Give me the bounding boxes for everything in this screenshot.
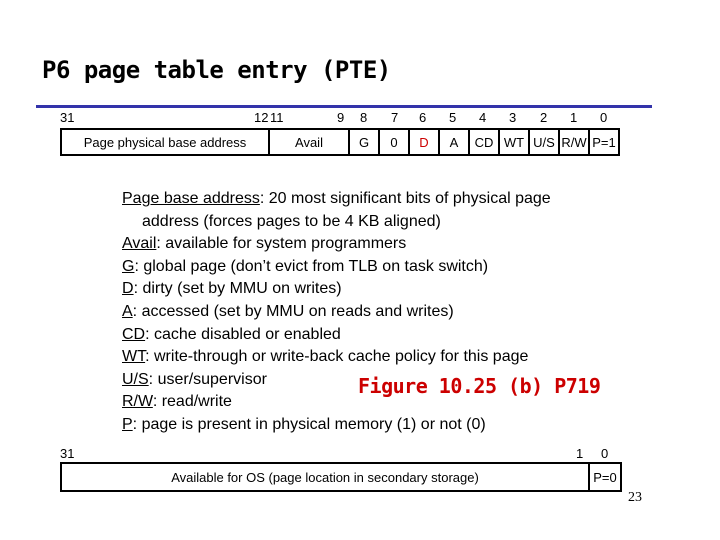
def-dirty: [122, 278, 662, 301]
field-os-available: Available for OS (page location in secondary storage): [61, 463, 589, 491]
def-term: CD: [122, 325, 146, 343]
field-write-through: WT: [499, 129, 529, 155]
field-cache-disable: CD: [469, 129, 499, 155]
slide-title: P6 page table entry (PTE): [42, 56, 391, 84]
bit-11-label: 11: [270, 110, 284, 125]
def-cache-disable: [122, 324, 662, 347]
bit-1-label-2: 1: [576, 446, 584, 461]
def-avail: [122, 233, 662, 256]
def-text: : read/write: [152, 393, 232, 411]
def-present: [122, 414, 662, 437]
def-text: : cache disabled or enabled: [145, 325, 341, 343]
bit-6-label: 6: [419, 110, 427, 125]
page-number: 23: [628, 490, 642, 505]
def-global: [122, 256, 662, 279]
def-text: : global page (don’t evict from TLB on task switch): [134, 257, 489, 275]
bit-2-label: 2: [540, 110, 548, 125]
bit-0-label-2: 0: [601, 446, 609, 461]
def-term: P: [122, 415, 133, 433]
def-text: : dirty (set by MMU on writes): [133, 280, 342, 298]
bit-12-label: 12: [254, 110, 269, 125]
bit-5-label: 5: [449, 110, 457, 125]
field-avail: Avail: [269, 129, 349, 155]
bit-4-label: 4: [479, 110, 487, 125]
bit-31-label: 31: [60, 110, 75, 125]
def-text: : available for system programmers: [156, 235, 407, 253]
def-term: D: [122, 280, 134, 298]
field-definitions: [122, 188, 662, 437]
def-accessed: [122, 301, 662, 324]
def-term: R/W: [122, 393, 153, 411]
bit-0-label: 0: [600, 110, 608, 125]
def-term: Avail: [122, 235, 157, 253]
def-write-through: [122, 346, 662, 369]
field-dirty: D: [409, 129, 439, 155]
def-page-base-address: [122, 188, 662, 211]
field-page-base-address: Page physical base address: [61, 129, 269, 155]
pte-present-layout: [60, 128, 620, 156]
field-user-supervisor: U/S: [529, 129, 559, 155]
field-reserved-zero: 0: [379, 129, 409, 155]
def-text: : write-through or write-back cache policy for this page: [145, 348, 529, 366]
def-term: U/S: [122, 370, 149, 388]
def-text: : 20 most significant bits of physical page: [259, 190, 551, 207]
field-present-zero: P=0: [589, 463, 621, 491]
pte-not-present-layout: [60, 462, 622, 492]
def-term: A: [122, 302, 133, 320]
bit-7-label: 7: [391, 110, 399, 125]
def-term: G: [122, 257, 135, 275]
def-text: : accessed (set by MMU on reads and writes): [132, 302, 454, 320]
bit-31-label-2: 31: [60, 446, 75, 461]
bit-8-label: 8: [360, 110, 368, 125]
bit-9-label: 9: [337, 110, 345, 125]
bit-1-label: 1: [570, 110, 578, 125]
title-rule: [36, 105, 652, 108]
field-read-write: R/W: [559, 129, 589, 155]
field-global: G: [349, 129, 379, 155]
field-present: P=1: [589, 129, 619, 155]
def-term: Page base address: [122, 190, 260, 207]
field-accessed: A: [439, 129, 469, 155]
bit-3-label: 3: [509, 110, 517, 125]
def-text: : user/supervisor: [148, 370, 267, 388]
def-text: : page is present in physical memory (1) or not (0): [132, 415, 486, 433]
def-page-base-address-cont: address (forces pages to be 4 KB aligned): [142, 212, 441, 230]
figure-reference: Figure 10.25 (b) P719: [358, 374, 601, 398]
def-term: WT: [122, 348, 146, 366]
